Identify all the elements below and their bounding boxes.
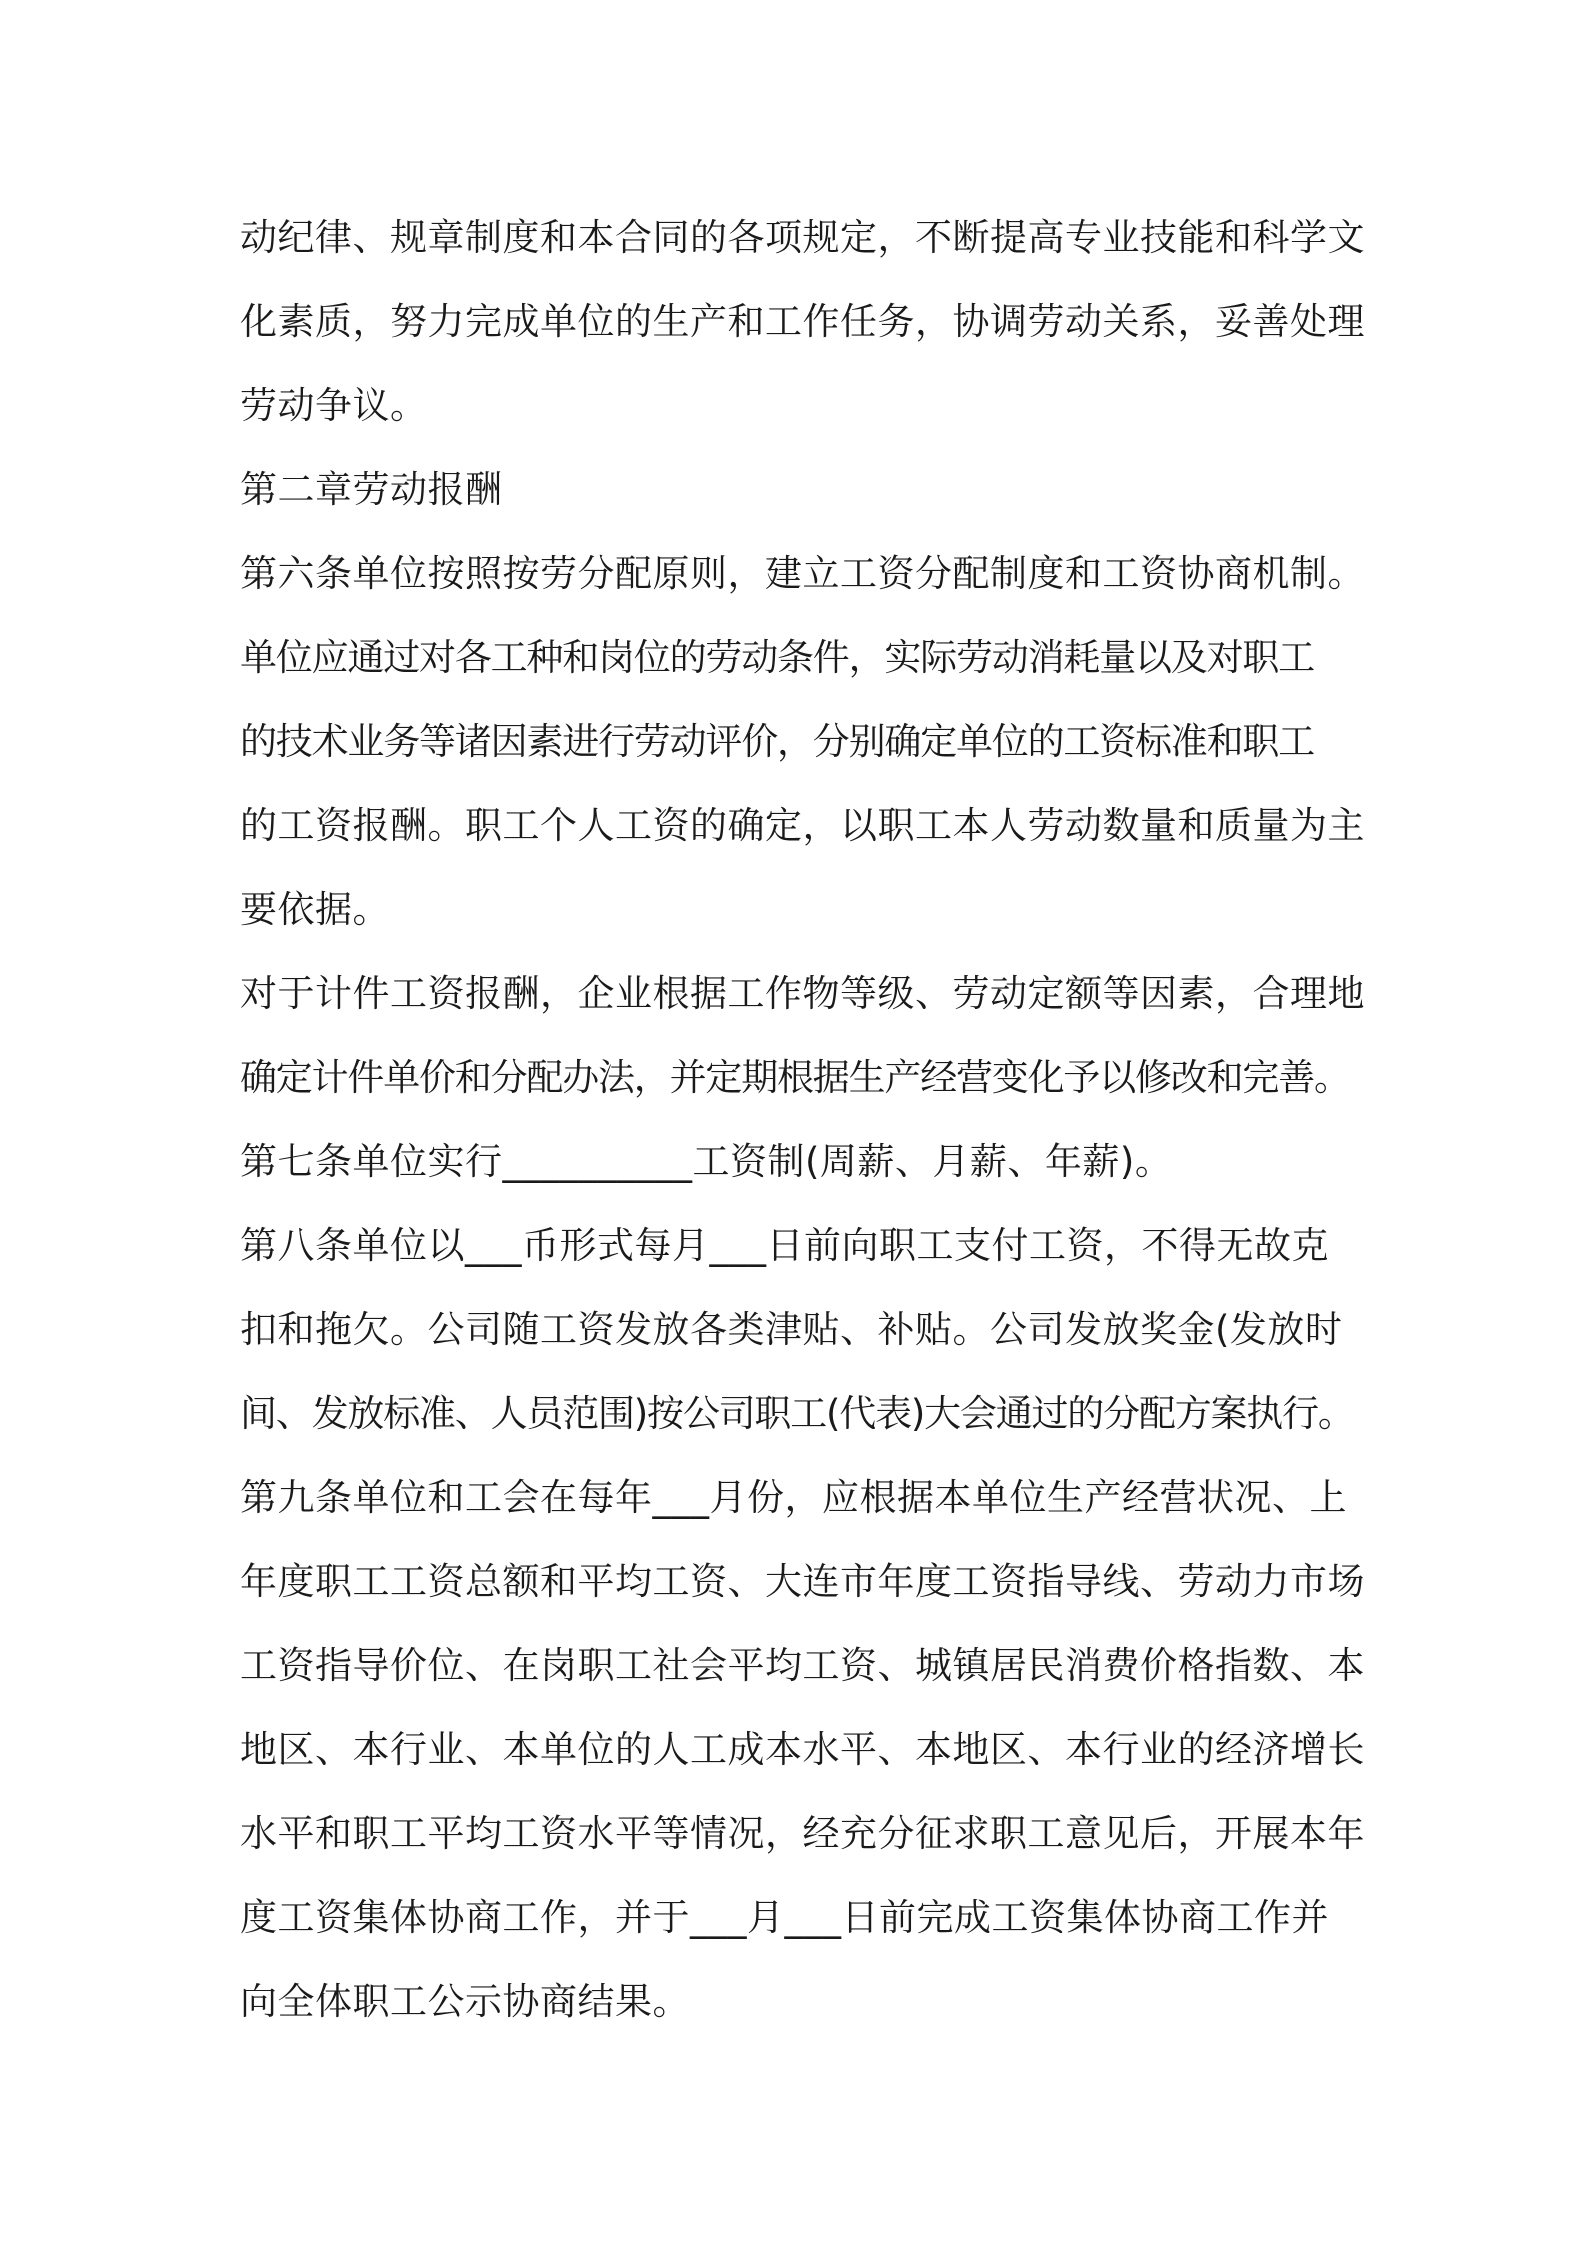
chapter-heading: 第二章劳动报酬 <box>240 468 503 511</box>
text-line: 向全体职工公示协商结果。 <box>240 1980 690 2023</box>
text-line: 工资指导价位、在岗职工社会平均工资、城镇居民消费价格指数、本 <box>240 1644 1365 1687</box>
text-line: 度工资集体协商工作，并于___月___日前完成工资集体协商工作并 <box>240 1896 1329 1939</box>
text-line: 要依据。 <box>240 888 390 931</box>
text-line: 单位应通过对各工种和岗位的劳动条件，实际劳动消耗量以及对职工 <box>240 636 1314 679</box>
text-line: 动纪律、规章制度和本合同的各项规定，不断提高专业技能和科学文 <box>240 216 1365 259</box>
text-line: 间、发放标准、人员范围)按公司职工(代表)大会通过的分配方案执行。 <box>240 1392 1354 1435</box>
text-line: 水平和职工平均工资水平等情况，经充分征求职工意见后，开展本年 <box>240 1812 1365 1855</box>
text-line: 第六条单位按照按劳分配原则，建立工资分配制度和工资协商机制。 <box>240 552 1365 595</box>
text-line: 确定计件单价和分配办法，并定期根据生产经营变化予以修改和完善。 <box>240 1056 1350 1099</box>
text-line: 劳动争议。 <box>240 384 428 427</box>
text-line: 化素质，努力完成单位的生产和工作任务，协调劳动关系，妥善处理 <box>240 300 1365 343</box>
text-line: 第七条单位实行__________工资制(周薪、月薪、年薪)。 <box>240 1140 1173 1183</box>
document-body <box>240 196 1370 2044</box>
text-line: 第九条单位和工会在每年___月份，应根据本单位生产经营状况、上 <box>240 1476 1347 1519</box>
text-line: 对于计件工资报酬，企业根据工作物等级、劳动定额等因素，合理地 <box>240 972 1365 1015</box>
text-line: 扣和拖欠。公司随工资发放各类津贴、补贴。公司发放奖金(发放时 <box>240 1308 1343 1351</box>
text-line: 第八条单位以___币形式每月___日前向职工支付工资，不得无故克 <box>240 1224 1329 1267</box>
text-line: 年度职工工资总额和平均工资、大连市年度工资指导线、劳动力市场 <box>240 1560 1365 1603</box>
text-line: 地区、本行业、本单位的人工成本水平、本地区、本行业的经济增长 <box>240 1728 1365 1771</box>
text-line: 的工资报酬。职工个人工资的确定，以职工本人劳动数量和质量为主 <box>240 804 1365 847</box>
text-line: 的技术业务等诸因素进行劳动评价，分别确定单位的工资标准和职工 <box>240 720 1314 763</box>
